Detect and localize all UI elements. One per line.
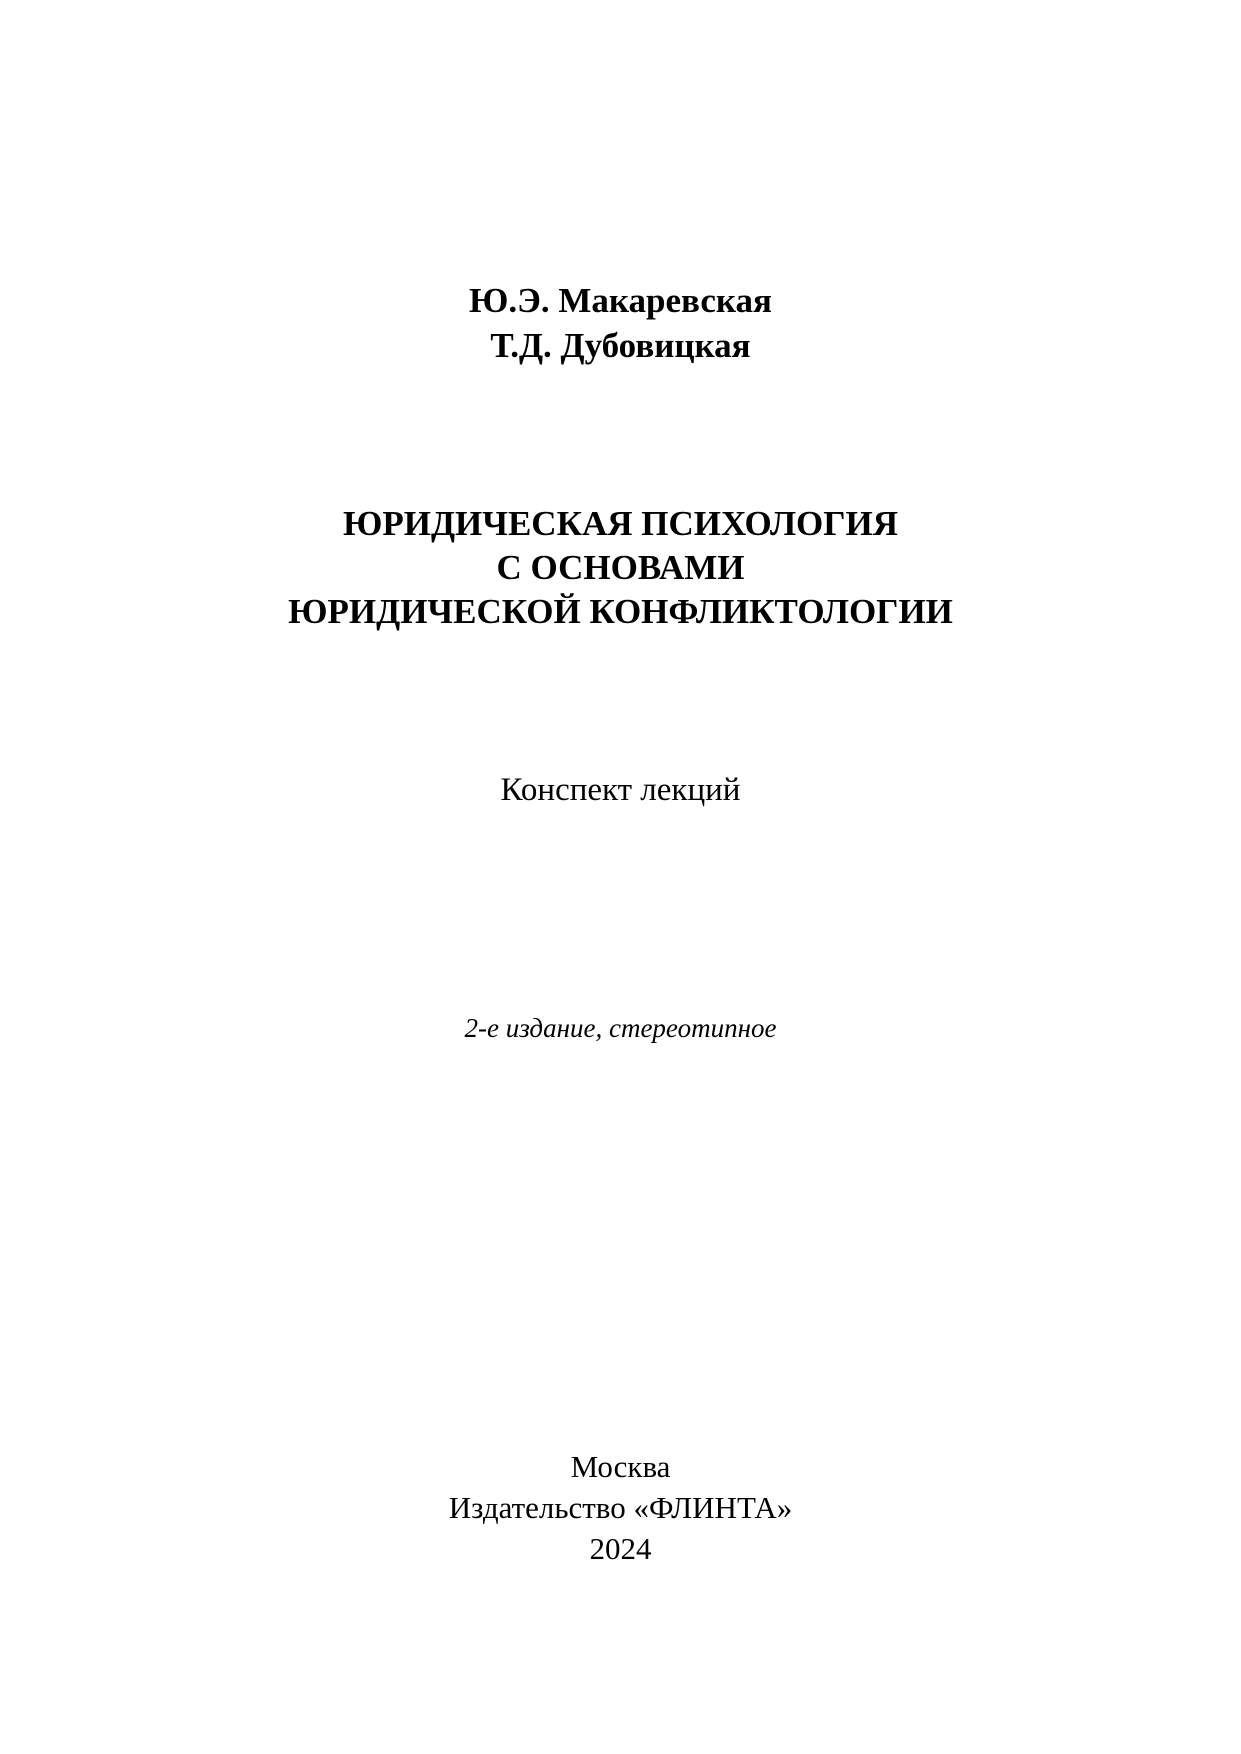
title-line: С ОСНОВАМИ <box>496 548 745 587</box>
book-title <box>0 502 1241 634</box>
authors <box>0 278 1241 368</box>
title-line: ЮРИДИЧЕСКАЯ ПСИХОЛОГИЯ <box>342 504 899 543</box>
imprint <box>0 1446 1241 1569</box>
author-name: Ю.Э. Макаревская <box>468 281 772 320</box>
imprint-city: Москва <box>570 1449 671 1484</box>
title-line: ЮРИДИЧЕСКОЙ КОНФЛИКТОЛОГИИ <box>288 592 953 631</box>
author-name: Т.Д. Дубовицкая <box>490 326 751 365</box>
subtitle: Конспект лекций <box>500 772 741 808</box>
imprint-year: 2024 <box>589 1531 652 1566</box>
imprint-publisher: Издательство «ФЛИНТА» <box>448 1490 793 1525</box>
edition-note: 2-е издание, стереотипное <box>464 1013 777 1043</box>
